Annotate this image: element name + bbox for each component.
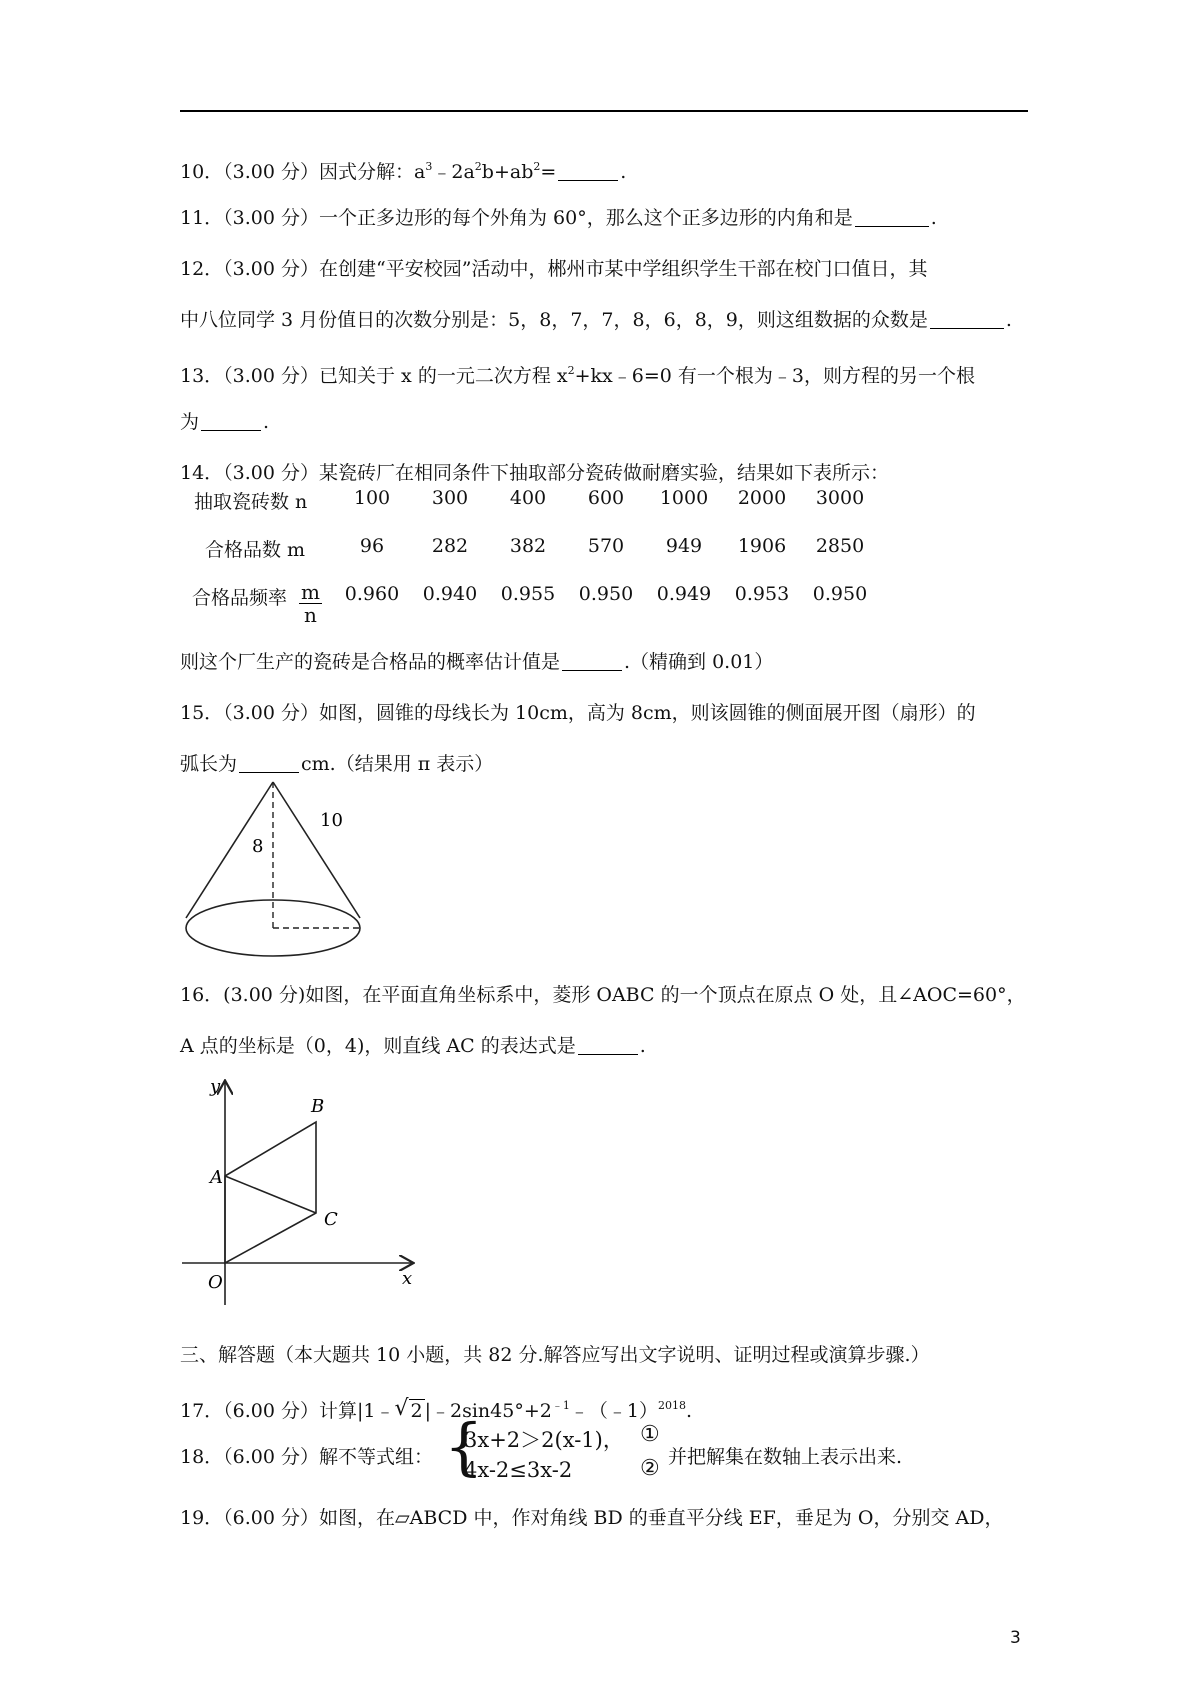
q16-text-2: A 点的坐标是（0，4)，则直线 AC 的表达式是 xyxy=(180,1035,576,1057)
fraction-denominator: n xyxy=(304,603,317,627)
answer-blank[interactable] xyxy=(855,208,929,227)
question-19 xyxy=(180,1505,1003,1531)
cone-height-label: 8 xyxy=(252,836,264,857)
q18-text: 18．（6.00 分）解不等式组： xyxy=(180,1446,434,1468)
table-cell: 96 xyxy=(359,535,385,557)
table-cell: 0.955 xyxy=(500,583,556,605)
table-cell: 300 xyxy=(431,487,469,509)
question-15-line-1 xyxy=(180,700,976,726)
table-cell: 2000 xyxy=(737,487,787,509)
q13-text-2: +kx﹣6=0 有一个根为﹣3，则方程的另一个根 xyxy=(574,365,975,387)
square-root xyxy=(395,1398,425,1424)
q17-suffix: . xyxy=(685,1400,692,1422)
label-circle-1: ① xyxy=(640,1422,660,1447)
q14-after-suffix: .（精确到 0.01） xyxy=(624,651,774,673)
table-cell: 100 xyxy=(353,487,391,509)
answer-blank[interactable] xyxy=(930,310,1004,329)
question-10 xyxy=(180,154,626,185)
q11-suffix: . xyxy=(930,207,937,229)
table-cell: 0.950 xyxy=(578,583,634,605)
q14-after-text: 则这个厂生产的瓷砖是合格品的概率估计值是 xyxy=(180,651,561,673)
q19-text: 19．（6.00 分）如图，在▱ABCD 中，作对角线 BD 的垂直平分线 EF，垂足为 O，分别交 AD， xyxy=(180,1507,1004,1529)
table-cell: 949 xyxy=(665,535,703,557)
q10-exp-2: 2 xyxy=(474,160,482,173)
table-cell: 282 xyxy=(431,535,469,557)
answer-blank[interactable] xyxy=(558,162,618,181)
q18-suffix-text: 并把解集在数轴上表示出来. xyxy=(668,1446,903,1468)
table-cell: 0.960 xyxy=(344,583,400,605)
table-cell: 600 xyxy=(587,487,625,509)
question-17 xyxy=(180,1393,692,1424)
header-rule xyxy=(180,110,1028,112)
answer-blank[interactable] xyxy=(201,412,261,431)
table-cell: 0.940 xyxy=(422,583,478,605)
answer-blank[interactable] xyxy=(562,652,622,671)
q12-text-2: 中八位同学 3 月份值日的次数分别是：5，8，7，7，8，6，8，9，则这组数据的众数是 xyxy=(180,309,928,331)
point-o-label: O xyxy=(208,1272,223,1293)
question-11 xyxy=(180,205,937,231)
table-cell: 1906 xyxy=(737,535,787,557)
inequality-system xyxy=(444,1410,674,1484)
table-cell: 3000 xyxy=(815,487,865,509)
inequality-2: 4x-2≤3x-2 xyxy=(464,1458,573,1482)
q13-text-1: 13．（3.00 分）已知关于 x 的一元二次方程 x xyxy=(180,365,568,387)
rhombus-oabc xyxy=(225,1122,316,1263)
rhombus-coordinate-figure xyxy=(180,1070,420,1310)
point-c-label: C xyxy=(324,1209,338,1230)
q13-suffix: . xyxy=(263,411,270,433)
label-circle-2: ② xyxy=(640,1456,660,1481)
table-cell: 400 xyxy=(509,487,547,509)
table-cell: 0.950 xyxy=(812,583,868,605)
question-15-line-2 xyxy=(180,751,493,777)
question-18-suffix xyxy=(668,1444,902,1470)
inequality-1: 3x+2＞2(x-1)， xyxy=(464,1428,624,1452)
question-14 xyxy=(180,460,889,486)
q17-exp-2: 2018 xyxy=(657,1399,686,1412)
q17-text-1: 17．（6.00 分）计算|1﹣ xyxy=(180,1400,395,1422)
x-axis-label: x xyxy=(402,1268,413,1289)
radical-sign: √ xyxy=(394,1396,409,1421)
q12-suffix: . xyxy=(1005,309,1012,331)
section-3-text: 三、解答题（本大题共 10 小题，共 82 分.解答应写出文字说明、证明过程或演算步骤.） xyxy=(180,1344,930,1366)
question-16-line-1 xyxy=(180,982,1026,1008)
q10-exp-1: 3 xyxy=(425,160,433,173)
page-number: 3 xyxy=(1010,1628,1021,1648)
q16-text-1: 16．(3.00 分)如图，在平面直角坐标系中，菱形 OABC 的一个顶点在原点 O 处，且∠AOC=60°， xyxy=(180,984,1026,1006)
q17-text-2: |﹣2sin45°+2 xyxy=(424,1400,552,1422)
q17-exp-1: ﹣1 xyxy=(551,1399,570,1412)
q10-suffix: . xyxy=(620,161,627,183)
cone-figure xyxy=(180,780,370,950)
table-row-label: 抽取瓷砖数 n xyxy=(194,491,308,513)
q10-text-2: ﹣2a xyxy=(432,161,475,183)
question-18 xyxy=(180,1444,433,1470)
q14-text: 14．（3.00 分）某瓷砖厂在相同条件下抽取部分瓷砖做耐磨实验，结果如下表所示： xyxy=(180,462,890,484)
q10-exp-3: 2 xyxy=(533,160,541,173)
q15-text-1: 15．（3.00 分）如图，圆锥的母线长为 10cm，高为 8cm，则该圆锥的侧面展开图（扇形）的 xyxy=(180,702,976,724)
cone-right-slant xyxy=(273,782,360,918)
q13-text-3: 为 xyxy=(180,411,200,433)
left-brace: { xyxy=(444,1410,484,1483)
point-a-label: A xyxy=(210,1167,223,1188)
q10-text-4: = xyxy=(540,161,557,183)
q10-text-3: b+ab xyxy=(481,161,534,183)
question-16-line-2 xyxy=(180,1033,646,1059)
q13-exp: 2 xyxy=(567,364,575,377)
table-cell: 0.949 xyxy=(656,583,712,605)
answer-blank[interactable] xyxy=(578,1036,638,1055)
question-13-line-2 xyxy=(180,409,269,435)
y-axis-label: y xyxy=(210,1076,221,1097)
table-row-label: 合格品数 m xyxy=(205,539,306,561)
q12-text-1: 12．（3.00 分）在创建“平安校园”活动中，郴州市某中学组织学生干部在校门口值日，其 xyxy=(180,258,928,280)
section-3-heading xyxy=(180,1342,930,1368)
fraction-numerator: m xyxy=(301,580,320,604)
fraction-m-over-n xyxy=(299,581,322,626)
table-cell: 570 xyxy=(587,535,625,557)
q15-text-3: cm.（结果用 π 表示） xyxy=(301,753,494,775)
question-14-answer-line xyxy=(180,649,773,675)
table-cell: 1000 xyxy=(659,487,709,509)
table-row-label: 合格品频率 xyxy=(192,587,288,609)
diagonal-ac xyxy=(225,1176,316,1213)
cone-slant-label: 10 xyxy=(320,810,343,831)
q16-suffix: . xyxy=(639,1035,646,1057)
question-13-line-1 xyxy=(180,358,975,389)
q15-text-2: 弧长为 xyxy=(180,753,238,775)
question-12-line-1 xyxy=(180,256,927,282)
table-cell: 0.953 xyxy=(734,583,790,605)
point-b-label: B xyxy=(311,1096,325,1117)
radicand: 2 xyxy=(410,1400,423,1422)
q17-text-3: ﹣（﹣1） xyxy=(569,1400,658,1422)
q11-text: 11．（3.00 分）一个正多边形的每个外角为 60°，那么这个正多边形的内角和是 xyxy=(180,207,853,229)
question-12-line-2 xyxy=(180,307,1012,333)
q10-text: 10．（3.00 分）因式分解：a xyxy=(180,161,426,183)
table-cell: 2850 xyxy=(815,535,865,557)
answer-blank[interactable] xyxy=(239,754,299,773)
table-cell: 382 xyxy=(509,535,547,557)
